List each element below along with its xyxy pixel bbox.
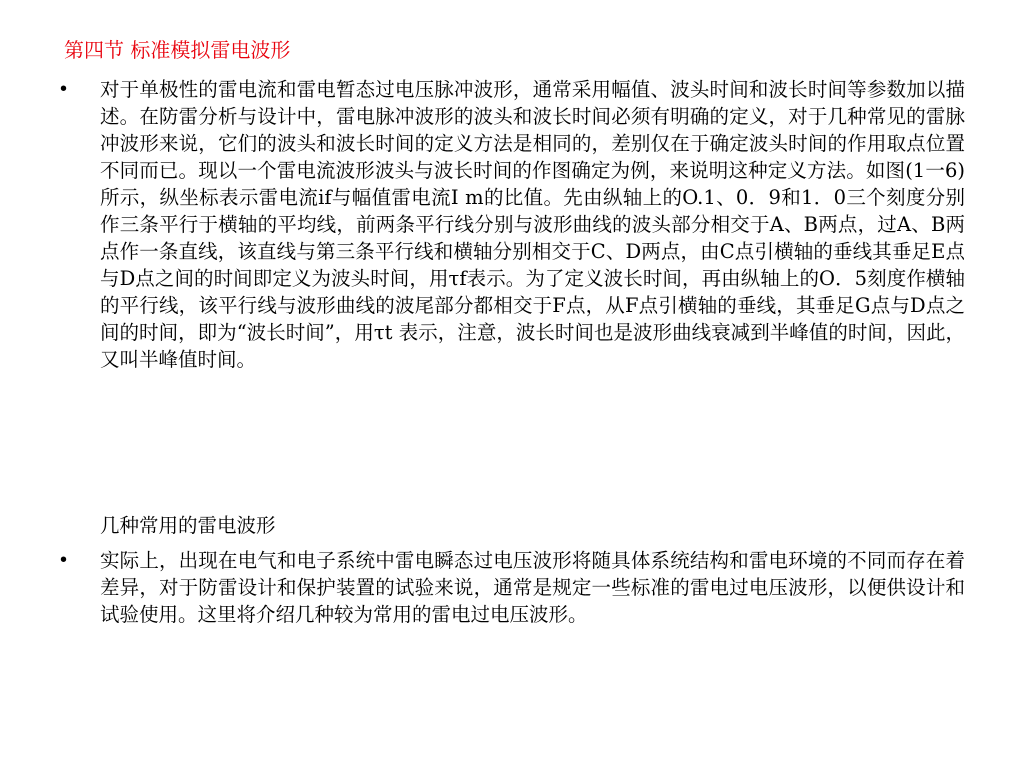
bullet-item-standard-waveforms — [60, 547, 965, 667]
bullet-item-definition — [60, 76, 965, 506]
bullet-dot-icon: • — [60, 78, 68, 100]
paragraph-waveform-definition: 对于单极性的雷电流和雷电暂态过电压脉冲波形，通常采用幅值、波头时间和波长时间等参数加以描述。在防雷分析与设计中，雷电脉冲波形的波头和波长时间必须有明确的定义，对于几种常见的雷脉冲波形来说，它们的波头和波长时间的定义方法是相同的，差别仅在于确定波头时间的作用取点位置不同而已。现以一个雷电流波形波头与波长时间的作图确定为例，来说明这种定义方法。如图(1一6)所示，纵坐标表示雷电流if与幅值雷电流I m的比值。先由纵轴上的O.1、0．9和1．0三个刻度分别作三条平行于横轴的平均线，前两条平行线分别与波形曲线的波头部分相交于A、B两点，过A、B两点作一条直线，该直线与第三条平行线和横轴分别相交于C、D两点，由C点引横轴的垂线其垂足E点与D点之间的时间即定义为波头时间，用τf表示。为了定义波长时间，再由纵轴上的O．5刻度作横轴的平行线，该平行线与波形曲线的波尾部分都相交于F点，从F点引横轴的垂线，其垂足G点与D点之间的时间，即为“波长时间”，用τt 表示，注意，波长时间也是波形曲线衰减到半峰值的时间，因此，又叫半峰值时间。 — [100, 78, 965, 371]
subheading-common-waveforms: 几种常用的雷电波形 — [100, 514, 276, 537]
section-title: 第四节 标准模拟雷电波形 — [64, 38, 291, 62]
bullet-dot-icon: • — [60, 549, 68, 571]
paragraph-standard-waveforms: 实际上，出现在电气和电子系统中雷电瞬态过电压波形将随具体系统结构和雷电环境的不同而存在着差异，对于防雷设计和保护装置的试验来说，通常是规定一些标准的雷电过电压波形，以便供设计和试验使用。这里将介绍几种较为常用的雷电过电压波形。 — [100, 549, 965, 626]
